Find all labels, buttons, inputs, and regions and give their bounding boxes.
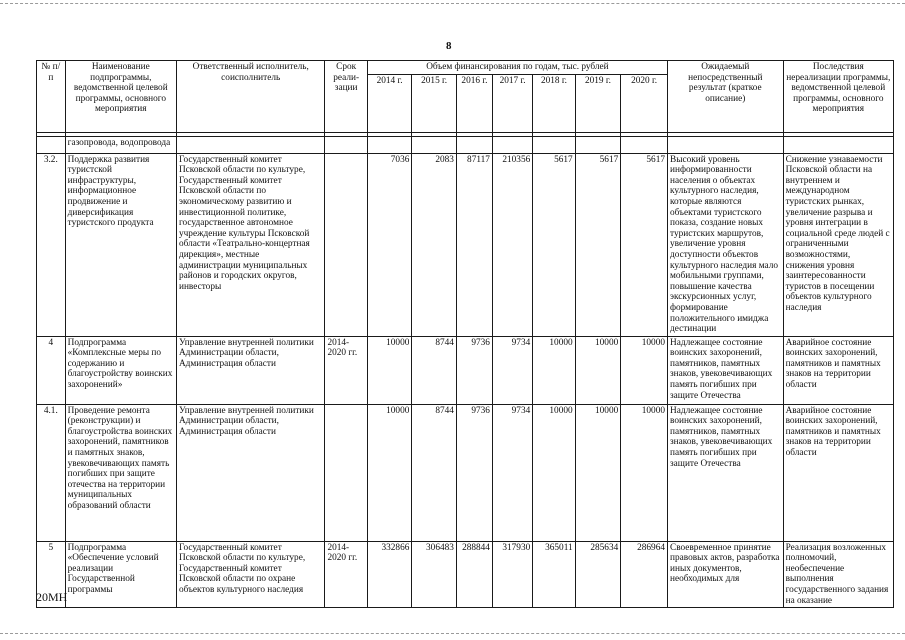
table-row (37, 541, 894, 608)
row-consequence: Реализация возложенных полномочий, необеспечение выполнения государственного задания на оказание (783, 541, 893, 608)
header-year: 2018 г. (533, 74, 575, 132)
row-value: 10000 (621, 336, 668, 404)
row-name: газопровода, водопровода (65, 136, 176, 153)
table-row (37, 404, 894, 541)
row-name: Подпрограмма «Комплексные меры по содержанию и благоустройству воинских захоронений» (65, 336, 176, 404)
row-value: 9734 (492, 336, 532, 404)
row-term: 2014-2020 гг. (325, 336, 367, 404)
row-value: 10000 (533, 404, 575, 541)
row-value: 285634 (575, 541, 621, 608)
row-value: 10000 (575, 336, 621, 404)
row-executor: Управление внутренней политики Администрации области, Администрация области (176, 404, 324, 541)
row-number: 4.1. (37, 404, 66, 541)
row-value: 286964 (621, 541, 668, 608)
row-value: 332866 (367, 541, 412, 608)
row-value: 10000 (621, 404, 668, 541)
row-value: 210356 (492, 153, 532, 336)
row-value (492, 136, 532, 153)
row-number: 4 (37, 336, 66, 404)
row-result: Надлежащее состояние воинских захоронений, памятников, памятных знаков, увековечивающих память погибших при защите Отечества (668, 336, 784, 404)
row-value: 5617 (533, 153, 575, 336)
row-value: 10000 (367, 404, 412, 541)
row-value: 10000 (533, 336, 575, 404)
row-number: 3.2. (37, 153, 66, 336)
row-result: Своевременное принятие правовых актов, разработка иных документов, необходимых для (668, 541, 784, 608)
header-year: 2014 г. (367, 74, 412, 132)
header-year: 2016 г. (456, 74, 492, 132)
row-executor: Управление внутренней политики Администрации области, Администрация области (176, 336, 324, 404)
row-value: 5617 (575, 153, 621, 336)
header-executor: Ответственный исполнитель, соисполнитель (176, 61, 324, 133)
table-row (37, 136, 894, 153)
header-year: 2015 г. (412, 74, 457, 132)
row-value (456, 136, 492, 153)
header-result: Ожидаемый непосредственный результат (краткое описание) (668, 61, 784, 133)
row-executor: Государственный комитет Псковской области по культуре, Государственный комитет Псковской области по охране объектов культурного наследия (176, 541, 324, 608)
header-number: № п/п (37, 61, 66, 133)
row-consequence: Аварийное состояние воинских захоронений, памятников и памятных знаков на территории области (783, 404, 893, 541)
row-value (412, 136, 457, 153)
scan-top-edge (0, 3, 905, 4)
header-name: Наименование подпрограммы, ведомственной целевой программы, основного мероприятия (65, 61, 176, 133)
row-result (668, 136, 784, 153)
row-executor: Государственный комитет Псковской области по культуре, Государственный комитет Псковской области по экономическому развитию и инвестиционной политике, государственное автономное учреждение культуры Псковской области «Театрально-концертная дирекция», местные администрации муниципальных районов и городских округов, инвесторы (176, 153, 324, 336)
row-value: 288844 (456, 541, 492, 608)
row-value: 7036 (367, 153, 412, 336)
row-result: Надлежащее состояние воинских захоронений, памятников, памятных знаков, увековечивающих память погибших при защите Отечества (668, 404, 784, 541)
row-term (325, 404, 367, 541)
row-executor (176, 136, 324, 153)
header-funding: Объем финансирования по годам, тыс. рублей (367, 61, 667, 75)
header-consequence: Последствия нереализации программы, ведомственной целевой программы, основного мероприятия (783, 61, 893, 133)
row-value: 317930 (492, 541, 532, 608)
table-row (37, 336, 894, 404)
row-value: 306483 (412, 541, 457, 608)
row-name: Проведение ремонта (реконструкции) и благоустройства воинских захоронений, памятников и памятных знаков, увековечивающих память погибших при защите отечества на территории муниципальных образований области (65, 404, 176, 541)
page-number: 8 (446, 40, 452, 52)
row-value (533, 136, 575, 153)
row-value: 9734 (492, 404, 532, 541)
row-name: Подпрограмма «Обеспечение условий реализации Государственной программы (65, 541, 176, 608)
row-value: 5617 (621, 153, 668, 336)
row-name: Поддержка развития туристской инфраструктуры, информационное продвижение и диверсификация туристского продукта (65, 153, 176, 336)
row-term (325, 153, 367, 336)
row-value: 365011 (533, 541, 575, 608)
row-number: 5 (37, 541, 66, 608)
header-year: 2017 г. (492, 74, 532, 132)
row-term (325, 136, 367, 153)
row-value: 8744 (412, 336, 457, 404)
row-result: Высокий уровень информированности населения о объектах культурного наследия, которые являются объектами туристского показа, создание новых туристских маршрутов, увеличение уровня доступности объектов культурного наследия мало мобильными группами, повышение качества экскурсионных услуг, формирование положительного имиджа дестинации (668, 153, 784, 336)
row-value (575, 136, 621, 153)
footer-code: 20МН (36, 590, 68, 604)
table-row (37, 153, 894, 336)
row-value: 9736 (456, 404, 492, 541)
row-term: 2014-2020 гг. (325, 541, 367, 608)
header-term: Срок реали-зации (325, 61, 367, 133)
row-value: 8744 (412, 404, 457, 541)
program-funding-table (36, 60, 894, 608)
row-value: 10000 (575, 404, 621, 541)
row-value (367, 136, 412, 153)
row-value (621, 136, 668, 153)
header-year: 2019 г. (575, 74, 621, 132)
header-year: 2020 г. (621, 74, 668, 132)
row-value: 87117 (456, 153, 492, 336)
row-consequence (783, 136, 893, 153)
row-consequence: Аварийное состояние воинских захоронений, памятников и памятных знаков на территории области (783, 336, 893, 404)
row-value: 2083 (412, 153, 457, 336)
row-value: 10000 (367, 336, 412, 404)
scan-bottom-edge (0, 633, 905, 634)
row-consequence: Снижение узнаваемости Псковской области на внутреннем и международном туристских рынках, увеличение разрыва и уровня интеграции в социальной среде людей с ограниченными возможностями, снижения уровня заинтересованности туристов в посещении объектов культурного наследия (783, 153, 893, 336)
row-value: 9736 (456, 336, 492, 404)
row-number (37, 136, 66, 153)
